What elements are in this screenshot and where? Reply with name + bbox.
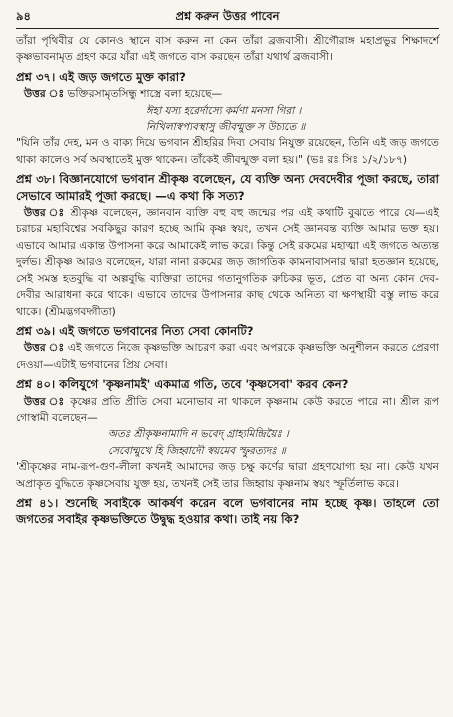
answer-label: উত্তর ঃ [24, 88, 65, 101]
question-38: প্রশ্ন ৩৮। বিজ্ঞানযোগে ভগবান শ্রীকৃষ্ণ বলেছেন, যে ব্যক্তি অন্য দেবদেবীর পূজা করছে, তারা সেভাবে আমারই পূজা করছে। —এ কথা কি সত্য? [16, 172, 439, 203]
answer-39 [16, 340, 439, 373]
intro-paragraph: তাঁরা পৃথিবীর যে কোনও স্থানে বাস করুন না কেন তাঁরা ব্রজবাসী। শ্রীগৌরাঙ্গ মহাপ্রভুর শিক্ষাদর্শে কৃষ্ণভাবনামৃত গ্রহণ করে যাঁরা এই জগতে বাস করছেন তাঁরা যথার্থ ব্রজবাসী। [16, 35, 439, 64]
verse-37-line-2: নিখিলাস্বপ্যবস্থাসু জীবন্মুক্ত স উচ্যতে ॥ [146, 121, 306, 134]
running-title: প্রশ্ন করুন উত্তর পাবেন [175, 9, 280, 23]
question-37: প্রশ্ন ৩৭। এই জড় জগতে মুক্ত কারা? [16, 69, 186, 84]
question-39: প্রশ্ন ৩৯। এই জগতে ভগবানের নিত্য সেবা কোনটি? [16, 323, 254, 338]
question-41: প্রশ্ন ৪১। শুনেছি সবাইকে আকর্ষণ করেন বলে ভগবানের নাম হচ্ছে কৃষ্ণ। তাহলে তো জগতের সবাইর কৃষ্ণভক্তিতে উদ্বুদ্ধ হওয়ার কথা। তাই নয় কি? [16, 495, 439, 527]
answer-label: উত্তর ঃ [24, 207, 66, 220]
answer-38-text: শ্রীকৃষ্ণ বলেছেন, জ্ঞানবান ব্যক্তি বহু বহু জন্মের পর এই কথাটি বুঝতে পারে যে—এই চরাচর মহাবিশ্বের সবকিছুর কারণ হচ্ছে আমি কৃষ্ণ স্বয়ং, তখন সেই জ্ঞানবন্ত ব্যক্তি আমার ভক্ত হয়। এভাবে আমার একান্ত উপাসনা করে আমাকেই লাভ করে। কিন্তু সেই রকমের মহাত্মা এই জগতে অত্যন্ত দুর্লভ। শ্রীকৃষ্ণ আরও বলেছেন, যারা নানা রকমের জড় জাগতিক কামনাবাসনার দ্বারা হতজ্ঞান হয়েছে, সেই সমস্ত হতবুদ্ধি বা অল্পবুদ্ধি ব্যক্তিরা তাদের গতানুগতিক রুচিকর ভূত, প্রেত বা অন্য কোন দেব-দেবীর আরাধনা করে থাকে। এভাবে তাদের উপাসনার কাছ থেকে অনিত্য বা ক্ষণস্থায়ী বস্তু লাভ করে থাকে। (শ্রীমদ্ভগবদ্গীতা) [16, 207, 439, 318]
page-header [16, 8, 439, 29]
verse-40-line-2: সেবোন্মুখে হি জিহ্বাদৌ স্বয়মেব স্ফুরত্যদঃ ॥ [108, 444, 286, 457]
verse-40-line-1: অতঃ শ্রীকৃষ্ণনামাদি ন ভবেদ্ গ্রাহ্যমিন্দ্রিয়ৈঃ । [108, 428, 289, 441]
answer-40 [16, 394, 439, 427]
answer-40-text: কৃষ্ণের প্রতি প্রীতি সেবা মনোভাব না থাকলে কৃষ্ণনাম কেউ করতে পারে না। শ্রীল রূপ গোস্বামী বলেছেন— [16, 395, 439, 424]
answer-37 [16, 86, 439, 102]
answer-label: উত্তর ঃ [24, 342, 65, 355]
translation-40: 'শ্রীকৃষ্ণের নাম-রূপ-গুণ-লীলা কখনই আমাদের জড় চক্ষু কর্ণের দ্বারা গ্রহণযোগ্য হয় না। কেউ যখন অপ্রাকৃত বুদ্ধিতে কৃষ্ণসেবায় যুক্ত হয়, তখনই সেই তার জিহ্বায় কৃষ্ণনাম স্বয়ং স্ফূর্তিলাভ করে। [16, 461, 439, 490]
answer-37-text: ভক্তিরসামৃতসিন্ধু শাস্ত্রে বলা হয়েছে— [67, 88, 223, 101]
verse-37-line-1: ঈহা যস্য হরের্দাস্যে কর্মণা মনসা গিরা । [146, 104, 302, 117]
page-number: ৯৪ [16, 9, 31, 23]
answer-38 [16, 205, 439, 320]
answer-39-text: এই জগতে নিজে কৃষ্ণভক্তি আচরণ করা এবং অপরকে কৃষ্ণভক্তি অনুশীলন করতে প্রেরণা দেওয়া—এটাই ভগবানের প্রিয় সেবা। [16, 342, 439, 371]
translation-37: "যিনি তাঁর দেহ, মন ও বাক্য দিয়ে ভগবান শ্রীহরির দিব্য সেবায় নিযুক্ত রয়েছেন, তিনি এই জড় জগতে থাকা কালেও সর্ব অবস্থাতেই মুক্ত থাকেন। তাঁকেই জীবন্মুক্ত বলা হয়।" (ভঃ রঃ সিঃ ১/২/১৮৭) [16, 137, 439, 166]
answer-label: উত্তর ঃ [24, 395, 66, 408]
question-40: প্রশ্ন ৪০। কলিযুগে 'কৃষ্ণনামই' একমাত্র গতি, তবে 'কৃষ্ণসেবা' করব কেন? [16, 377, 349, 392]
